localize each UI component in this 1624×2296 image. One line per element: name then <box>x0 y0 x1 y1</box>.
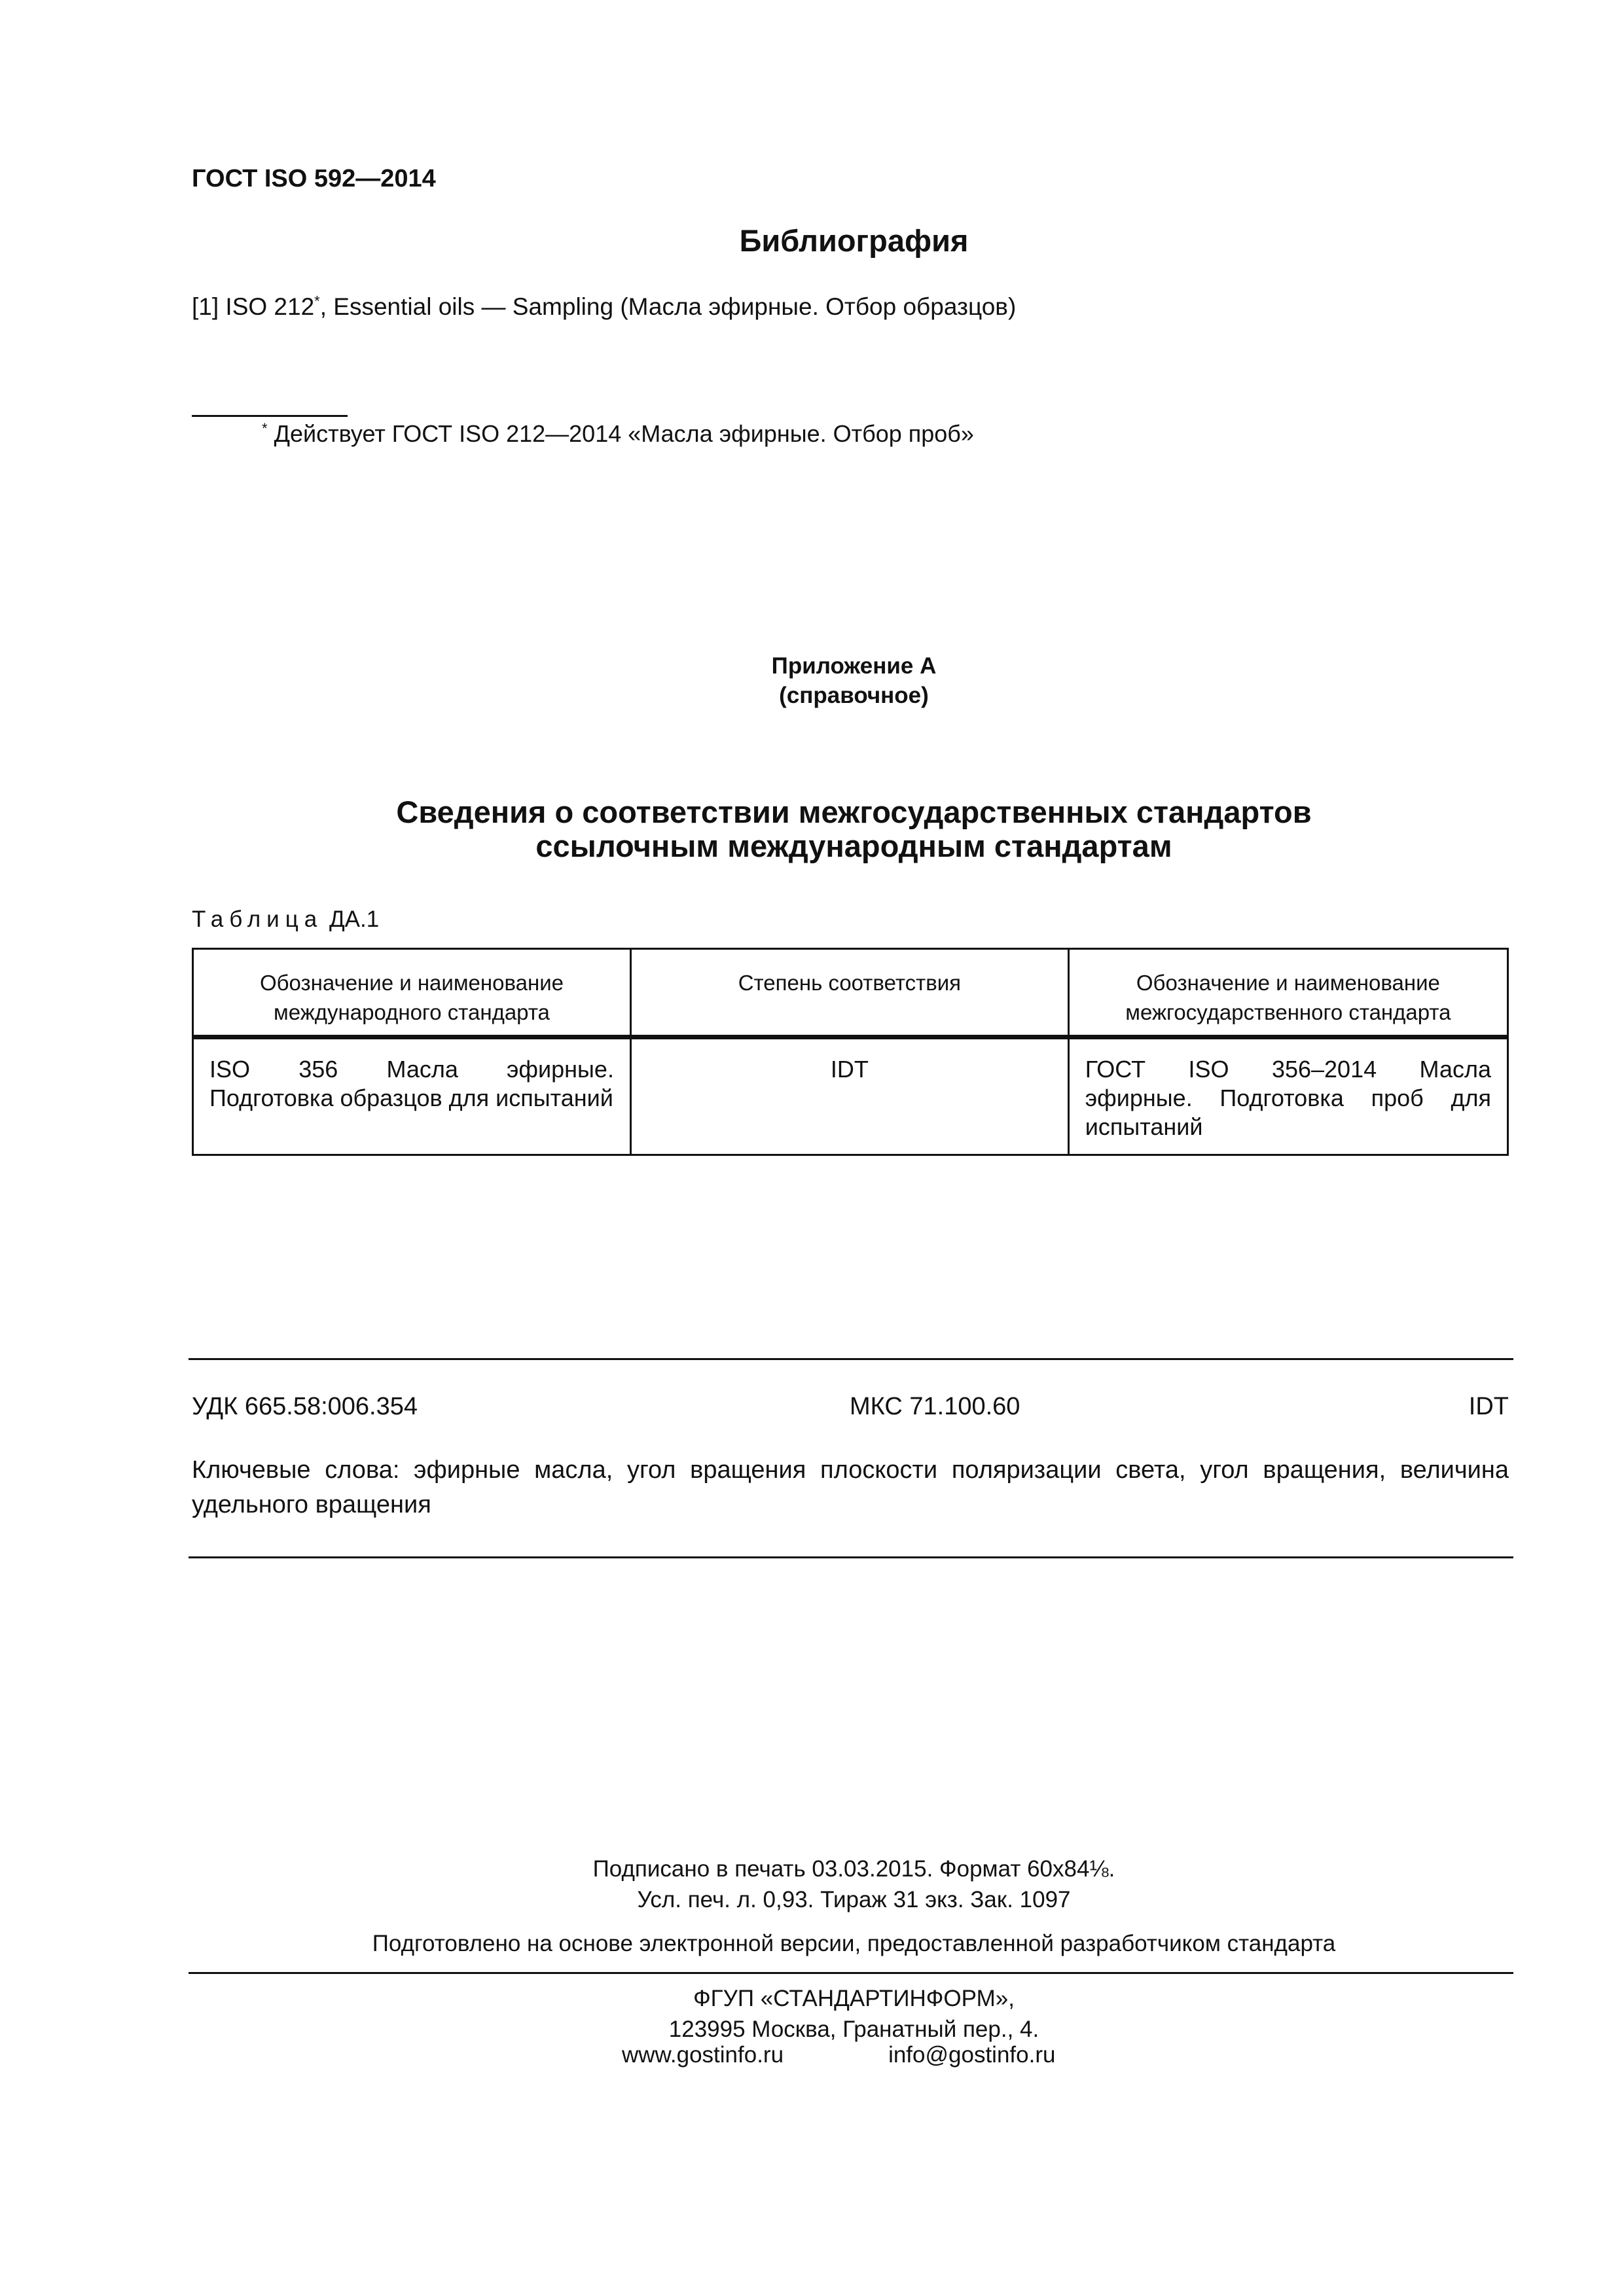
table-cell-international: ISO 356 Масла эфирные. Подготовка образцов для испытаний <box>193 1037 631 1155</box>
table-header-row <box>193 949 1508 1037</box>
table-label <box>192 906 379 933</box>
publisher-email-link[interactable]: info@gostinfo.ru <box>888 2042 1056 2068</box>
annex-title-line-2: ссылочным международным стандартам <box>535 829 1172 863</box>
bibliography-entry-ref: [1] ISO 212 <box>192 293 315 320</box>
bibliography-title: Библиография <box>739 223 969 258</box>
publisher-address: 123995 Москва, Гранатный пер., 4. <box>668 2017 1039 2042</box>
table-header-international: Обозначение и наименование международного стандарта <box>193 949 631 1037</box>
imprint-signed: Подписано в печать 03.03.2015. Формат 60x84⅛. <box>592 1856 1115 1882</box>
bibliography-entry-text: , Essential oils — Sampling (Масла эфирные. Отбор образцов) <box>319 293 1017 320</box>
footnote-separator <box>192 415 348 417</box>
table-header-degree: Степень соответствия <box>630 949 1068 1037</box>
correspondence-table <box>192 948 1509 1156</box>
document-code: ГОСТ ISO 592—2014 <box>192 165 436 192</box>
annex-title-line-1: Сведения о соответствии межгосударственных стандартов <box>396 795 1312 829</box>
bibliography-entry <box>192 293 1016 321</box>
publisher-name: ФГУП «СТАНДАРТИНФОРМ», <box>693 1986 1015 2011</box>
mks-code: МКС 71.100.60 <box>850 1393 1020 1420</box>
table-cell-interstate: ГОСТ ISO 356–2014 Масла эфирные. Подготовка проб для испытаний <box>1068 1037 1507 1155</box>
divider-imprint <box>189 1972 1513 1974</box>
footnote-text: Действует ГОСТ ISO 212—2014 «Масла эфирные. Отбор проб» <box>267 420 974 447</box>
annex-type: (справочное) <box>779 683 929 708</box>
keywords: Ключевые слова: эфирные масла, угол вращения плоскости поляризации света, угол вращения, величина удельного вращения <box>192 1456 1509 1518</box>
annex-heading <box>0 651 1624 710</box>
annex-label: Приложение А <box>771 653 937 679</box>
footnote-marker: * <box>262 420 268 437</box>
table-header-interstate: Обозначение и наименование межгосударственного стандарта <box>1068 949 1507 1037</box>
divider-bottom <box>189 1556 1513 1558</box>
table-label-number: ДА.1 <box>329 906 380 932</box>
imprint-prepared: Подготовлено на основе электронной версии, предоставленной разработчиком стандарта <box>372 1931 1336 1956</box>
table-label-prefix: Таблица <box>192 906 323 932</box>
divider-top <box>189 1358 1513 1360</box>
imprint-print-info: Усл. печ. л. 0,93. Тираж 31 экз. Зак. 1097 <box>637 1887 1071 1912</box>
annex-title <box>0 795 1624 863</box>
degree-code: IDT <box>1468 1393 1509 1420</box>
table-cell-degree: IDT <box>630 1037 1068 1155</box>
footnote <box>262 420 974 448</box>
table-row <box>193 1037 1508 1155</box>
udk-code: УДК 665.58:006.354 <box>192 1393 418 1420</box>
publisher-contacts <box>622 2042 1160 2068</box>
publisher-website-link[interactable]: www.gostinfo.ru <box>622 2042 784 2068</box>
footnote-marker: * <box>314 293 320 310</box>
